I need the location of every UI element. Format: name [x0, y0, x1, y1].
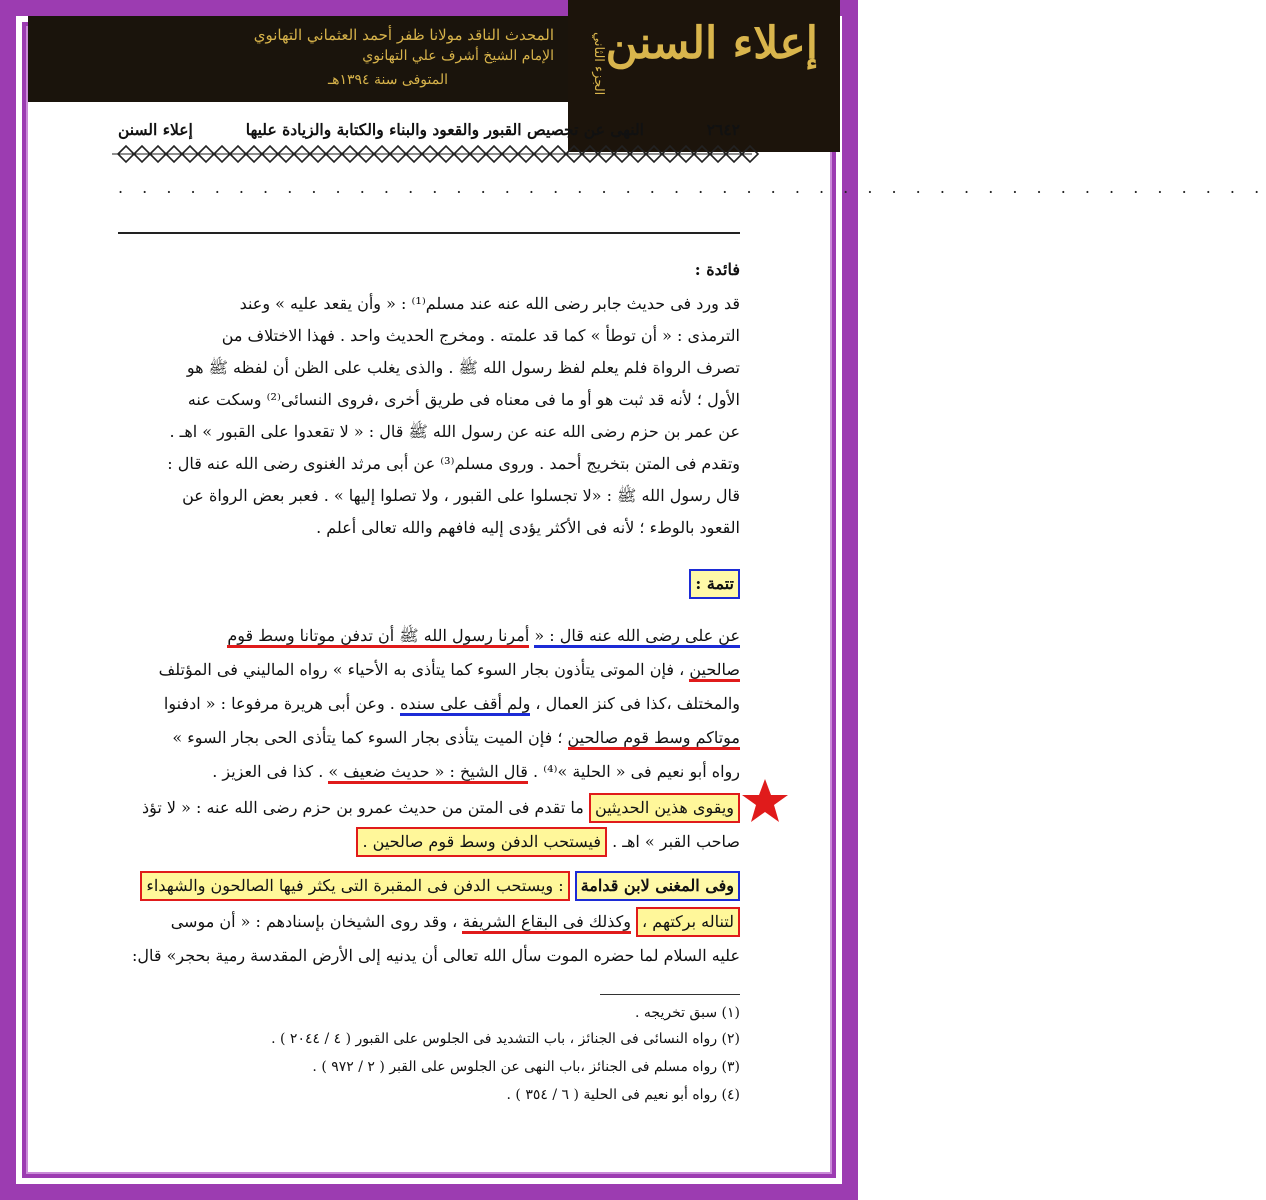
tatimma-heading: تتمة : [689, 569, 740, 599]
footnote-4: (٤) رواه أبو نعيم فى الحلية ( ٦ / ٣٥٤ ) . [506, 1087, 740, 1103]
faida-line-1: قد ورد فى حديث جابر رضى الله عنه عند مسلم⁽¹⁾ : « وأن يقعد عليه » وعند [239, 294, 740, 313]
sacred-places-phrase: وكذلك فى البقاع الشريفة [462, 912, 631, 934]
footnote-2: (٢) رواه النسائى فى الجنائز ، باب التشديد فى الجلوس على القبور ( ٤ / ٢٠٤٤ ) . [271, 1031, 740, 1047]
tatimma-line-4-rest: ؛ فإن الميت يتأذى بجار السوء كما يتأذى الحى بجار السوء » [172, 728, 563, 747]
abu-hurayra-intro: . وعن أبى هريرة مرفوعا : « ادفنوا [163, 694, 395, 713]
faida-line-2: الترمذى : « أن توطأ » كما قد علمته . ومخرج الحديث واحد . فهذا الاختلاف من [221, 326, 740, 345]
mughni-quote: : ويستحب الدفن فى المقبرة التى يكثر فيها الصالحون والشهداء [140, 871, 569, 901]
banner-death-line: المتوفى سنة ١٣٩٤هـ [328, 72, 448, 88]
tatimma-line-4 [118, 722, 740, 754]
faida-line-6: وتقدم فى المتن بتخريج أحمد . وروى مسلم⁽³⁾ عن أبى مرثد الغنوى رضى الله عنه قال : [167, 454, 740, 473]
banner-author-line: المحدث الناقد مولانا ظفر أحمد العثماني التهانوي [253, 26, 554, 44]
red-star-icon [740, 776, 790, 826]
tatimma-line-2-rest: ، فإن الموتى يتأذون بجار السوء كما يتأذى به الأحياء » رواه الماليني فى المؤتلف [158, 660, 685, 679]
tatimma-heading-row [118, 568, 740, 600]
ornament-divider [112, 142, 752, 166]
header-banner [28, 16, 568, 102]
footnote-rule [600, 994, 740, 995]
tatimma-line-6 [118, 792, 740, 824]
tatimma-line-10: عليه السلام لما حضره الموت سأل الله تعالى أن يدنيه إلى الأرض المقدسة رمية بحجر» قال: [131, 946, 740, 965]
abu-nuaym-ref: رواه أبو نعيم فى « الحلية »⁽⁴⁾ . [533, 762, 740, 781]
mughni-reference: وفى المغنى لابن قدامة [575, 871, 740, 901]
salihin-word: صالحين [689, 660, 740, 682]
tatimma-line-8 [118, 870, 740, 902]
tatimma-line-2 [118, 654, 740, 686]
book-title: إعلاء السنن [118, 120, 193, 139]
sahib-al-qabr: صاحب القبر » اهـ . [612, 832, 740, 851]
banner-sheikh-line: الإمام الشيخ أشرف علي التهانوي [362, 48, 554, 64]
footnote-1: (١) سبق تخريجه . [635, 1005, 740, 1021]
kanz-reference: والمختلف ،كذا فى كنز العمال ، [535, 694, 740, 713]
ali-narration-intro: عن على رضى الله عنه قال : « [534, 626, 740, 648]
faida-line-4: الأول ؛ لأنه قد ثبت هو أو ما فى معناه فى طريق أخرى ،فروى النسائى⁽²⁾ وسكت عنه [187, 390, 740, 409]
tatimma-line-6-rest: ما تقدم فى المتن من حديث عمرو بن حزم رضى الله عنه : « لا تؤذ [141, 798, 584, 817]
page-number: ٢٦٤٢ [706, 120, 740, 139]
faida-line-8: القعود بالوطء ؛ لأنه فى الأكثر يؤدى إليه فافهم والله تعالى أعلم . [316, 518, 740, 537]
faida-line-7: قال رسول الله ﷺ : «لا تجسلوا على القبور ، ولا تصلوا إليها » . فعبر بعض الرواة عن [182, 486, 740, 505]
no-sanad-note: ولم أقف على سنده [400, 694, 530, 716]
faida-heading: فائدة : [694, 260, 740, 279]
tatimma-line-7 [118, 826, 740, 858]
tatimma-line-5 [118, 756, 740, 788]
aziz-ref: . كذا فى العزيز . [212, 762, 324, 781]
conclusion-phrase: فيستحب الدفن وسط قوم صالحين . [356, 827, 607, 857]
hadith-text-2: موتاكم وسط قوم صالحين [568, 728, 741, 750]
faida-line-3: تصرف الرواة فلم يعلم لفظ رسول الله ﷺ . والذى يغلب على الظن أن لفظه ﷺ هو [186, 358, 740, 377]
chapter-title: النهى عن تجصيص القبور والقعود والبناء والكتابة والزيادة عليها [245, 120, 644, 139]
strengthening-phrase: ويقوى هذين الحديثين [589, 793, 740, 823]
barakah-phrase: لتناله بركتهم ، [636, 907, 740, 937]
hadith-text-1: أمرنا رسول الله ﷺ أن تدفن موتانا وسط قوم [227, 626, 529, 648]
logo-volume: الجزء الثاني [591, 32, 606, 96]
tatimma-line-9 [118, 906, 740, 938]
shaykhan-intro: ، وقد روى الشيخان بإسنادهم : « أن موسى [170, 912, 458, 931]
top-rule [118, 232, 740, 234]
dotted-line: . . . . . . . . . . . . . . . . . . . . . . . . . . . . . . . . . . . . . . . . . . . . . . . . [118, 178, 1266, 197]
weak-hadith-note: قال الشيخ : « حديث ضعيف » [328, 762, 528, 784]
logo-title: إعلاء السنن [605, 18, 818, 69]
tatimma-line-3 [118, 688, 740, 720]
footnote-3: (٣) رواه مسلم فى الجنائز ،باب النهى عن الجلوس على القبر ( ٢ / ٩٧٢ ) . [312, 1059, 740, 1075]
tatimma-line-1 [118, 620, 740, 652]
faida-line-5: عن عمر بن حزم رضى الله عنه عن رسول الله ﷺ قال : « لا تقعدوا على القبور » اهـ . [169, 422, 740, 441]
